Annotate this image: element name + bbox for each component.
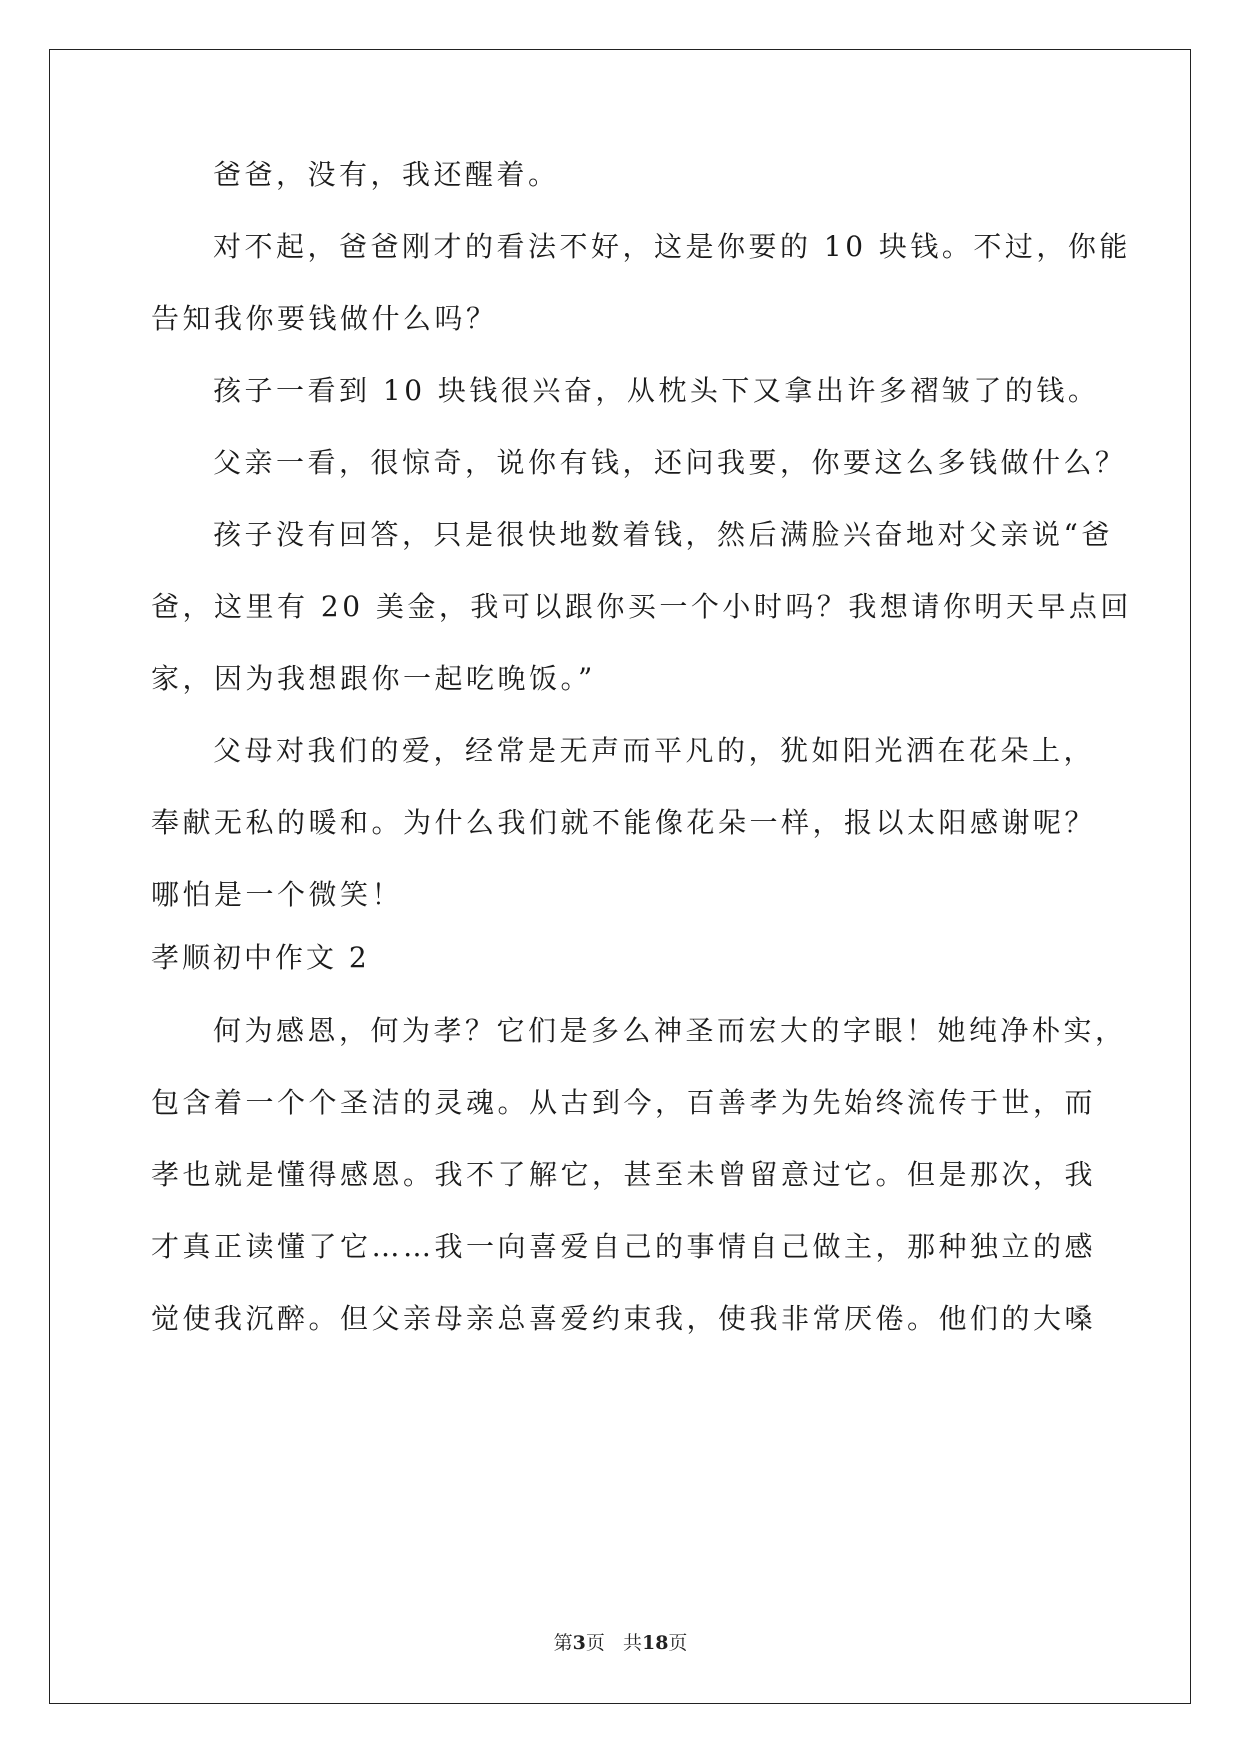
total-suffix: 页 — [668, 1632, 688, 1654]
paragraph-line: 爸，这里有 20 美金，我可以跟你买一个小时吗？我想请你明天早点回 — [151, 590, 1132, 623]
paragraph-line: 奉献无私的暖和。为什么我们就不能像花朵一样，报以太阳感谢呢？ — [151, 806, 1097, 839]
paragraph-line: 告知我你要钱做什么吗？ — [151, 302, 498, 335]
paragraph-line: 才真正读懂了它……我一向喜爱自己的事情自己做主，那种独立的感 — [151, 1230, 1097, 1263]
paragraph-line: 父母对我们的爱，经常是无声而平凡的，犹如阳光洒在花朵上， — [213, 734, 1096, 767]
paragraph-line: 何为感恩，何为孝？它们是多么神圣而宏大的字眼！她纯净朴实， — [213, 1014, 1127, 1047]
paragraph-line: 父亲一看，很惊奇，说你有钱，还问我要，你要这么多钱做什么？ — [213, 446, 1127, 479]
paragraph-line: 爸爸，没有，我还醒着。 — [213, 158, 560, 191]
page-suffix: 页 — [585, 1632, 605, 1654]
paragraph-line: 孩子一看到 10 块钱很兴奋，从枕头下又拿出许多褶皱了的钱。 — [213, 374, 1100, 407]
paragraph-line: 包含着一个个圣洁的灵魂。从古到今，百善孝为先始终流传于世，而 — [151, 1086, 1097, 1119]
paragraph-line: 觉使我沉醉。但父亲母亲总喜爱约束我，使我非常厌倦。他们的大嗓 — [151, 1302, 1097, 1335]
page-footer — [0, 1631, 1241, 1655]
paragraph-line: 对不起，爸爸刚才的看法不好，这是你要的 10 块钱。不过，你能 — [213, 230, 1131, 263]
paragraph-line: 孝也就是懂得感恩。我不了解它，甚至未曾留意过它。但是那次，我 — [151, 1158, 1097, 1191]
paragraph-line: 家，因为我想跟你一起吃晚饭。” — [151, 662, 596, 695]
paragraph-line: 孩子没有回答，只是很快地数着钱，然后满脸兴奋地对父亲说“爸 — [213, 518, 1113, 551]
total-page-count: 18 — [641, 1632, 669, 1654]
paragraph-line: 哪怕是一个微笑！ — [151, 878, 404, 911]
page-prefix: 第 — [553, 1632, 573, 1654]
section-heading: 孝顺初中作文 2 — [151, 941, 370, 974]
total-prefix: 共 — [622, 1632, 642, 1654]
current-page-number: 3 — [572, 1632, 586, 1654]
